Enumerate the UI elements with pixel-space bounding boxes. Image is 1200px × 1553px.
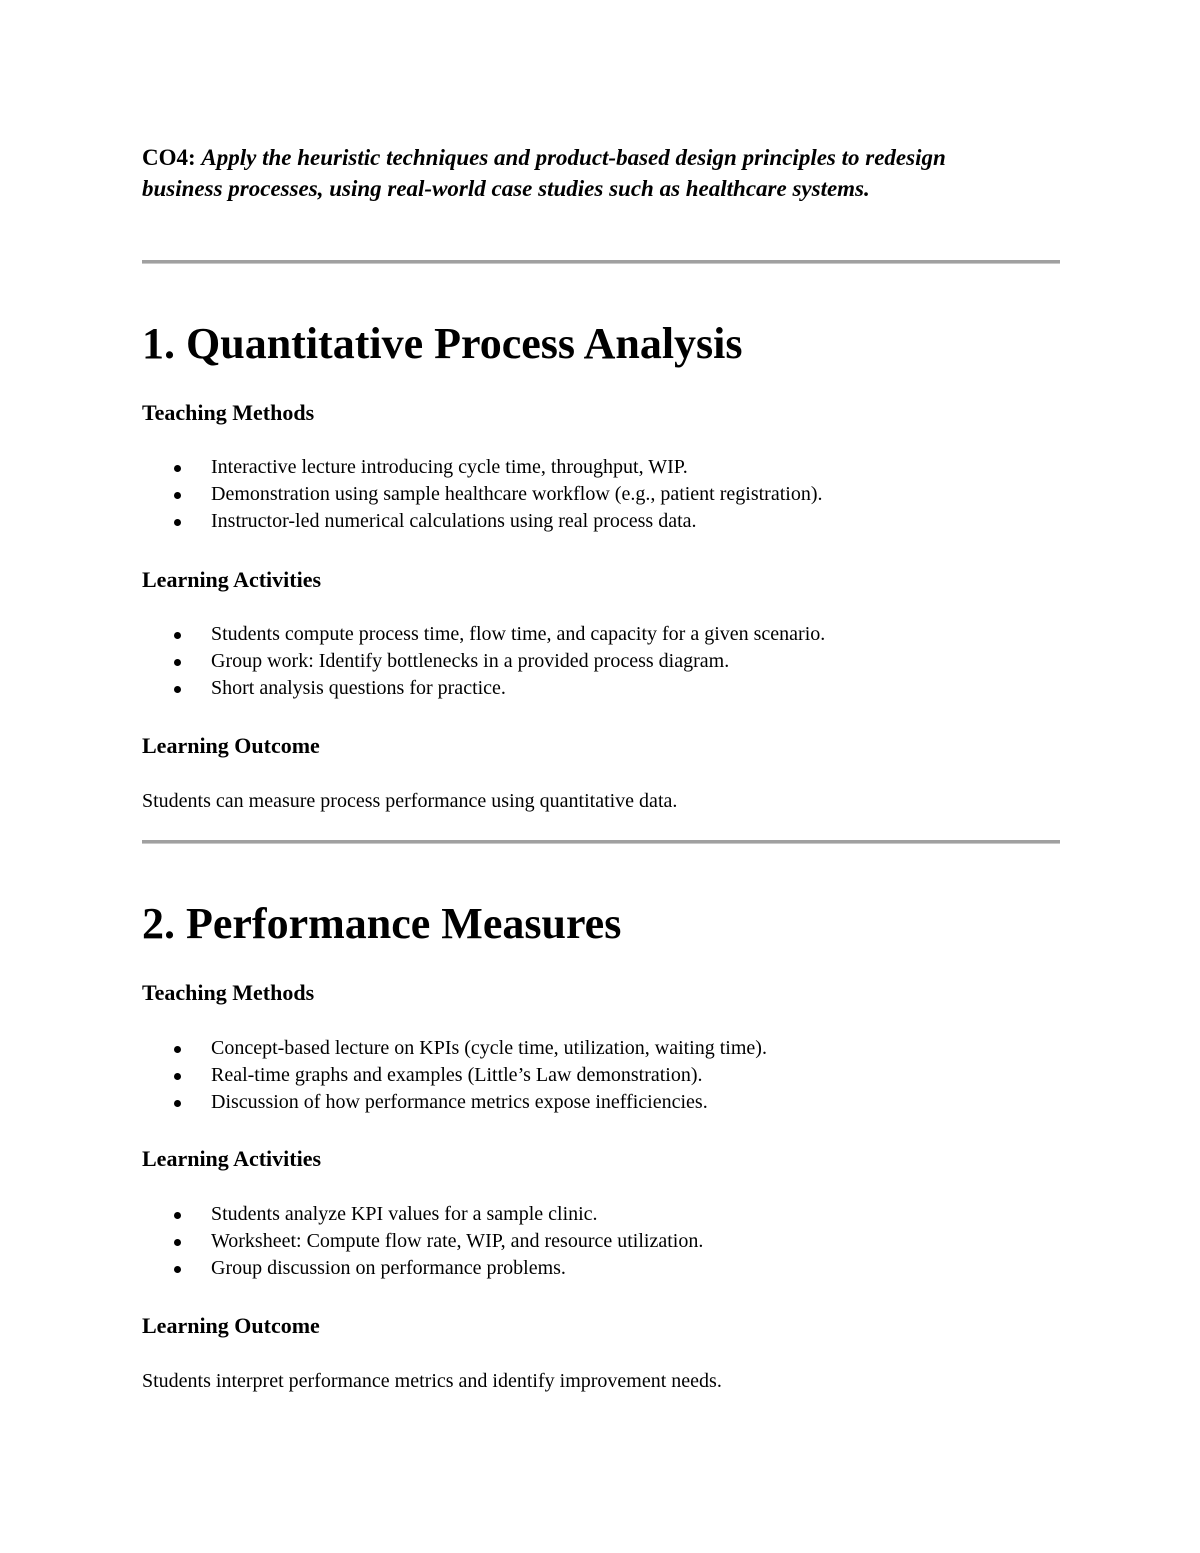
learning-outcome-text: Students can measure process performance using quantitative data. bbox=[142, 790, 678, 812]
bullet-icon bbox=[174, 465, 181, 472]
teaching-methods-heading: Teaching Methods bbox=[142, 400, 315, 425]
course-outcome-code: CO4: bbox=[142, 145, 196, 170]
learning-activities-list bbox=[142, 621, 825, 702]
teaching-methods-list bbox=[142, 1035, 767, 1116]
list-item: Discussion of how performance metrics expose inefficiencies. bbox=[142, 1089, 767, 1116]
bullet-icon bbox=[174, 686, 181, 693]
learning-activities-list bbox=[142, 1201, 703, 1282]
bullet-icon bbox=[174, 1073, 181, 1080]
list-item: Instructor-led numerical calculations using real process data. bbox=[142, 508, 822, 535]
list-item: Short analysis questions for practice. bbox=[142, 675, 825, 702]
list-item: Group work: Identify bottlenecks in a provided process diagram. bbox=[142, 648, 825, 675]
section-title: 2. Performance Measures bbox=[142, 899, 622, 948]
course-outcome-text: Apply the heuristic techniques and product-based design principles to redesign business processes, using real-world case studies such as healthcare systems. bbox=[142, 145, 946, 201]
list-item: Interactive lecture introducing cycle time, throughput, WIP. bbox=[142, 454, 822, 481]
learning-outcome-heading: Learning Outcome bbox=[142, 1313, 320, 1338]
section-performance-measures bbox=[142, 898, 1060, 1392]
horizontal-divider bbox=[142, 840, 1060, 844]
section-title: 1. Quantitative Process Analysis bbox=[142, 319, 743, 368]
bullet-icon bbox=[174, 1266, 181, 1273]
course-outcome bbox=[142, 142, 1022, 204]
list-item: Students compute process time, flow time, and capacity for a given scenario. bbox=[142, 621, 825, 648]
bullet-icon bbox=[174, 492, 181, 499]
bullet-icon bbox=[174, 1212, 181, 1219]
list-item: Students analyze KPI values for a sample clinic. bbox=[142, 1201, 703, 1228]
list-item: Demonstration using sample healthcare workflow (e.g., patient registration). bbox=[142, 481, 822, 508]
list-item: Group discussion on performance problems. bbox=[142, 1255, 703, 1282]
bullet-icon bbox=[174, 1100, 181, 1107]
list-item: Real-time graphs and examples (Little’s Law demonstration). bbox=[142, 1062, 767, 1089]
bullet-icon bbox=[174, 659, 181, 666]
learning-activities-heading: Learning Activities bbox=[142, 1146, 322, 1171]
section-quantitative-process-analysis bbox=[142, 318, 1060, 812]
bullet-icon bbox=[174, 632, 181, 639]
bullet-icon bbox=[174, 1046, 181, 1053]
horizontal-divider bbox=[142, 260, 1060, 264]
teaching-methods-list bbox=[142, 454, 822, 535]
teaching-methods-heading: Teaching Methods bbox=[142, 980, 315, 1005]
learning-activities-heading: Learning Activities bbox=[142, 567, 322, 592]
learning-outcome-heading: Learning Outcome bbox=[142, 733, 320, 758]
bullet-icon bbox=[174, 519, 181, 526]
learning-outcome-text: Students interpret performance metrics and identify improvement needs. bbox=[142, 1370, 722, 1392]
list-item: Concept-based lecture on KPIs (cycle time, utilization, waiting time). bbox=[142, 1035, 767, 1062]
bullet-icon bbox=[174, 1239, 181, 1246]
list-item: Worksheet: Compute flow rate, WIP, and resource utilization. bbox=[142, 1228, 703, 1255]
